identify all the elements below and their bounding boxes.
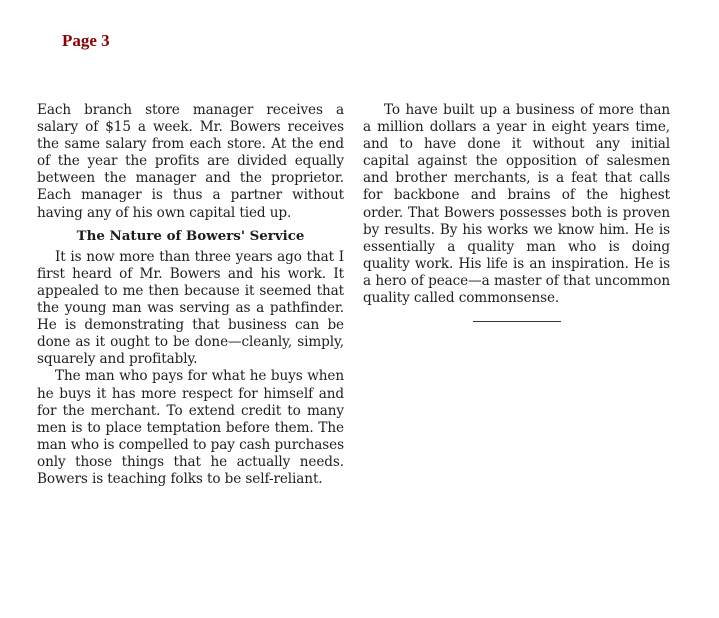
section-subheading: The Nature of Bowers' Service [76,227,305,244]
right-paragraph-1: To have built up a business of more than a million dollars a year in eight years time, and to have done it without any initial capital against the opposition of salesmen and brother merchants, is a feat that calls for backbone and brains of the highest order. That Bowers possesses both is proven by results. By his works we know him. He is essentially a quality man who is doing quality work. His life is an inspiration. He is a hero of peace—a master of that uncommon quality called commonsense. [363,102,670,307]
page-label: Page 3 [62,31,110,50]
end-rule [473,321,561,322]
left-paragraph-1: Each branch store manager receives a salary of $15 a week. Mr. Bowers receives the same salary from each store. At the end of the year the profits are divided equally between the manager and the proprietor. Each manager is thus a partner without having any of his own capital tied up. [37,102,344,221]
left-paragraph-2: It is now more than three years ago that I first heard of Mr. Bowers and his work. It appealed to me then because it seemed that the young man was serving as a pathfinder. He is demonstrating that business can be done as it ought to be done—cleanly, simply, squarely and profitably. [37,248,344,368]
left-column [37,102,344,488]
right-column [363,102,670,322]
left-paragraph-3: The man who pays for what he buys when he buys it has more respect for himself and for the merchant. To extend credit to many men is to place temptation before them. The man who is compelled to pay cash purchases only those things that he actually needs. Bowers is teaching folks to be self-reliant. [37,368,344,487]
